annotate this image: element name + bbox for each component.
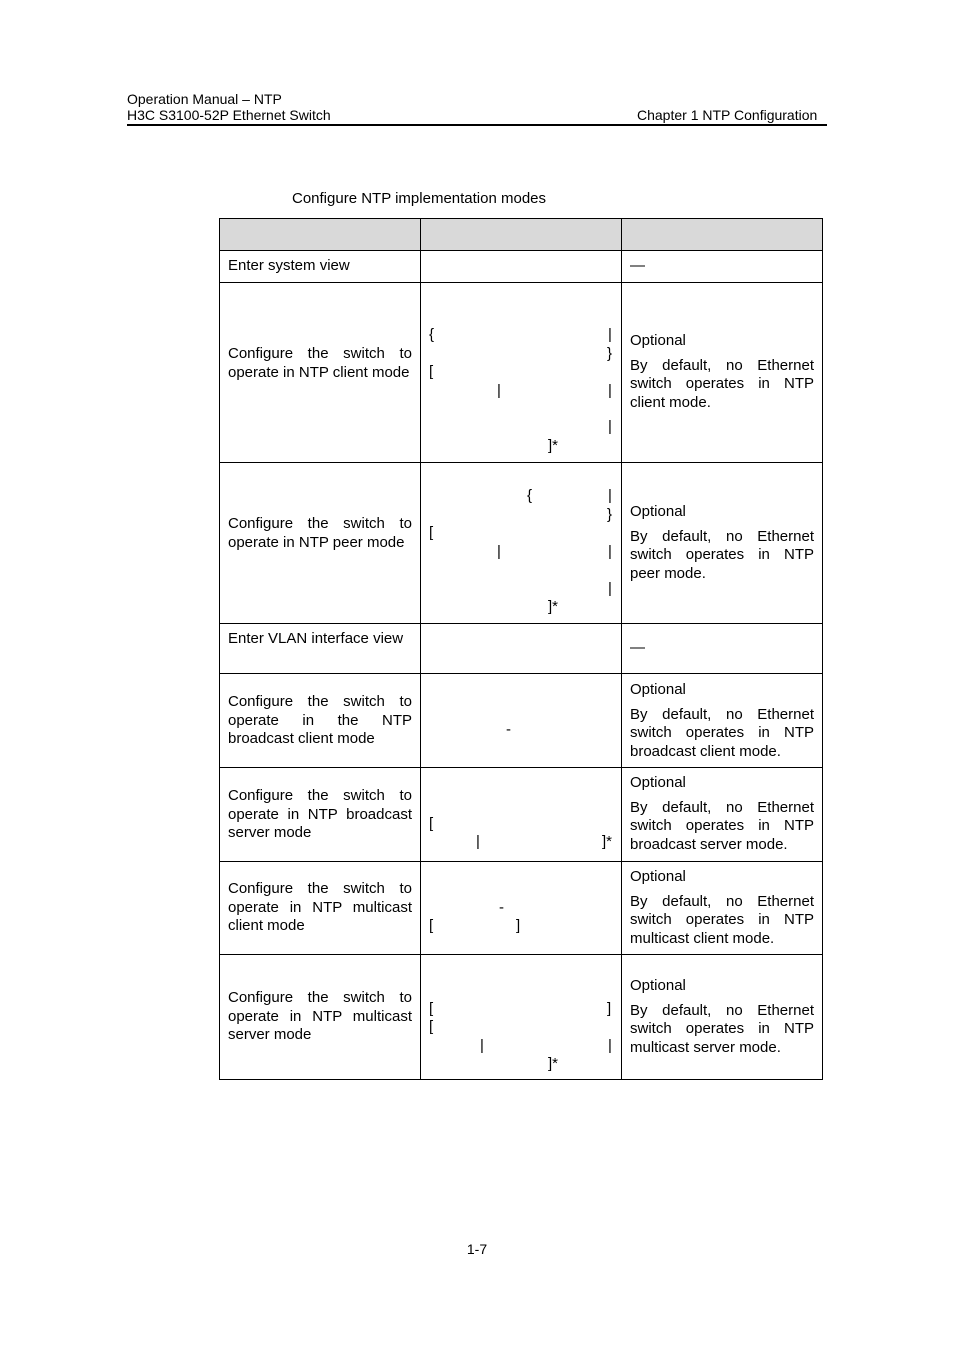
pipe-glyph: | [608, 580, 612, 597]
product-name: H3C S3100-52P Ethernet Switch [127, 107, 331, 123]
remarks-text: — [630, 639, 645, 656]
running-header-left [127, 91, 331, 123]
optional-label: Optional [630, 503, 686, 520]
bracket-star-glyph: ]* [548, 437, 559, 454]
default-description: By default, no Ethernet switch operates in NTP multicast client mode. [630, 892, 814, 947]
remarks-text [630, 868, 814, 948]
header-rule [127, 124, 827, 126]
bracket-star-glyph: ]* [548, 1055, 559, 1072]
bracket-open-glyph: [ [429, 815, 434, 832]
default-description: By default, no Ethernet switch operates in NTP client mode. [630, 356, 814, 411]
bracket-open-glyph: [ [429, 524, 434, 541]
optional-label: Optional [630, 681, 686, 698]
operation-text: Enter system view [228, 257, 350, 274]
bracket-open-glyph: [ [429, 1018, 434, 1035]
bracket-open-glyph: [ [429, 363, 434, 380]
dash-glyph: - [506, 721, 511, 738]
table-cell [420, 861, 622, 955]
remarks-text [630, 681, 814, 761]
table-cell [420, 673, 622, 768]
pipe-glyph: | [608, 543, 612, 560]
pipe-glyph: | [480, 1037, 484, 1054]
optional-label: Optional [630, 774, 686, 791]
table-cell [420, 954, 622, 1080]
bracket-open-glyph: [ [429, 917, 434, 934]
pipe-glyph: | [476, 833, 480, 850]
operation-text: Enter VLAN interface view [228, 630, 404, 647]
pipe-glyph: | [608, 382, 612, 399]
bracket-star-glyph: ]* [548, 598, 559, 615]
brace-open-glyph: { [429, 326, 435, 343]
table-cell [420, 767, 622, 862]
table-cell [420, 462, 622, 624]
table-cell [621, 250, 823, 283]
bracket-open-glyph: [ [429, 1000, 434, 1017]
remarks-text [630, 503, 814, 583]
header-cell-operation [219, 218, 421, 251]
brace-close-glyph: } [607, 506, 613, 523]
remarks-text [630, 332, 814, 412]
table-cell [420, 623, 622, 674]
header-cell-remarks [621, 218, 823, 251]
operation-text: Configure the switch to operate in NTP peer mode [228, 515, 412, 551]
operation-text: Configure the switch to operate in NTP client mode [228, 345, 412, 381]
page-number: 1-7 [466, 1241, 488, 1257]
default-description: By default, no Ethernet switch operates in NTP broadcast server mode. [630, 798, 814, 853]
default-description: By default, no Ethernet switch operates in NTP multicast server mode. [630, 1001, 814, 1056]
operation-text: Configure the switch to operate in NTP multicast server mode [228, 989, 412, 1043]
operation-text: Configure the switch to operate in NTP multicast client mode [228, 880, 412, 934]
chapter-title: Chapter 1 NTP Configuration [637, 107, 818, 123]
pipe-glyph: | [497, 382, 501, 399]
optional-label: Optional [630, 332, 686, 349]
remarks-text [630, 977, 814, 1057]
optional-label: Optional [630, 868, 686, 885]
bracket-star-glyph: ]* [602, 833, 613, 850]
default-description: By default, no Ethernet switch operates in NTP peer mode. [630, 527, 814, 582]
pipe-glyph: | [608, 326, 612, 343]
table-cell [420, 250, 622, 283]
table-cell [420, 282, 622, 463]
operation-text: Configure the switch to operate in the NTP broadcast client mode [228, 693, 412, 747]
pipe-glyph: | [608, 487, 612, 504]
bracket-close-glyph: ] [607, 1000, 612, 1017]
optional-label: Optional [630, 977, 686, 994]
table-cell [621, 623, 823, 674]
default-description: By default, no Ethernet switch operates in NTP broadcast client mode. [630, 705, 814, 760]
header-cell-command [420, 218, 622, 251]
operation-text: Configure the switch to operate in NTP broadcast server mode [228, 787, 412, 841]
brace-close-glyph: } [607, 345, 613, 362]
manual-title: Operation Manual – NTP [127, 91, 282, 107]
remarks-text [630, 774, 814, 854]
pipe-glyph: | [608, 1037, 612, 1054]
bracket-close-glyph: ] [516, 917, 521, 934]
dash-glyph: - [499, 899, 504, 916]
remarks-text: — [630, 257, 645, 274]
table-caption: Configure NTP implementation modes [292, 190, 547, 207]
brace-open-glyph: { [527, 487, 533, 504]
pipe-glyph: | [608, 418, 612, 435]
pipe-glyph: | [497, 543, 501, 560]
